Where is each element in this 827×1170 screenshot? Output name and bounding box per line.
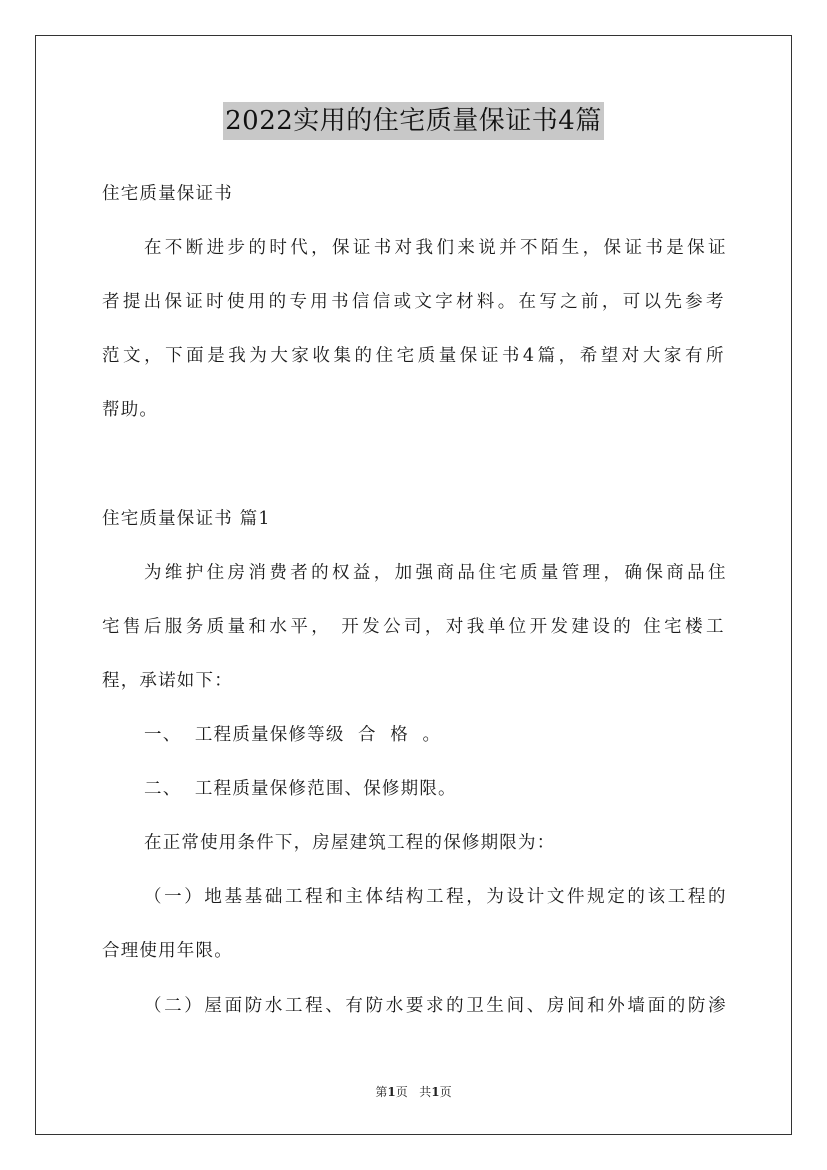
footer-page-mid: 页 共 — [395, 1085, 432, 1099]
list-item: 一、 工程质量保修等级 合 格 。 — [144, 725, 442, 745]
list-item: （一）地基基础工程和主体结构工程，为设计文件规定的该工程的 — [144, 887, 726, 907]
paragraph-line: 合理使用年限。 — [102, 941, 233, 961]
paragraph-line: 程，承诺如下： — [102, 671, 233, 691]
list-item: 二、 工程质量保修范围、保修期限。 — [144, 779, 457, 799]
section-heading: 住宅质量保证书 篇1 — [102, 509, 271, 529]
list-item: （二）屋面防水工程、有防水要求的卫生间、房间和外墙面的防渗 — [144, 996, 726, 1016]
paragraph-line: 范文，下面是我为大家收集的住宅质量保证书4篇，希望对大家有所 — [102, 346, 724, 366]
section-heading: 住宅质量保证书 — [102, 184, 233, 204]
paragraph-line: 宅售后服务质量和水平， 开发公司，对我单位开发建设的 住宅楼工 — [102, 617, 724, 637]
paragraph-line: 在正常使用条件下，房屋建筑工程的保修期限为： — [144, 833, 556, 853]
paragraph-line: 帮助。 — [102, 400, 159, 420]
footer-page-suffix: 页 — [439, 1085, 452, 1099]
paragraph-line: 在不断进步的时代，保证书对我们来说并不陌生，保证书是保证 — [144, 238, 726, 258]
footer-page-prefix: 第 — [375, 1085, 388, 1099]
title-container — [0, 102, 827, 140]
page-footer — [0, 1083, 827, 1101]
footer-page-number: 1 — [387, 1085, 396, 1099]
document-title: 2022实用的住宅质量保证书4篇 — [223, 102, 604, 140]
paragraph-line: 者提出保证时使用的专用书信信或文字材料。在写之前，可以先参考 — [102, 292, 724, 312]
paragraph-line: 为维护住房消费者的权益，加强商品住宅质量管理，确保商品住 — [144, 563, 726, 583]
footer-page-total: 1 — [431, 1085, 440, 1099]
